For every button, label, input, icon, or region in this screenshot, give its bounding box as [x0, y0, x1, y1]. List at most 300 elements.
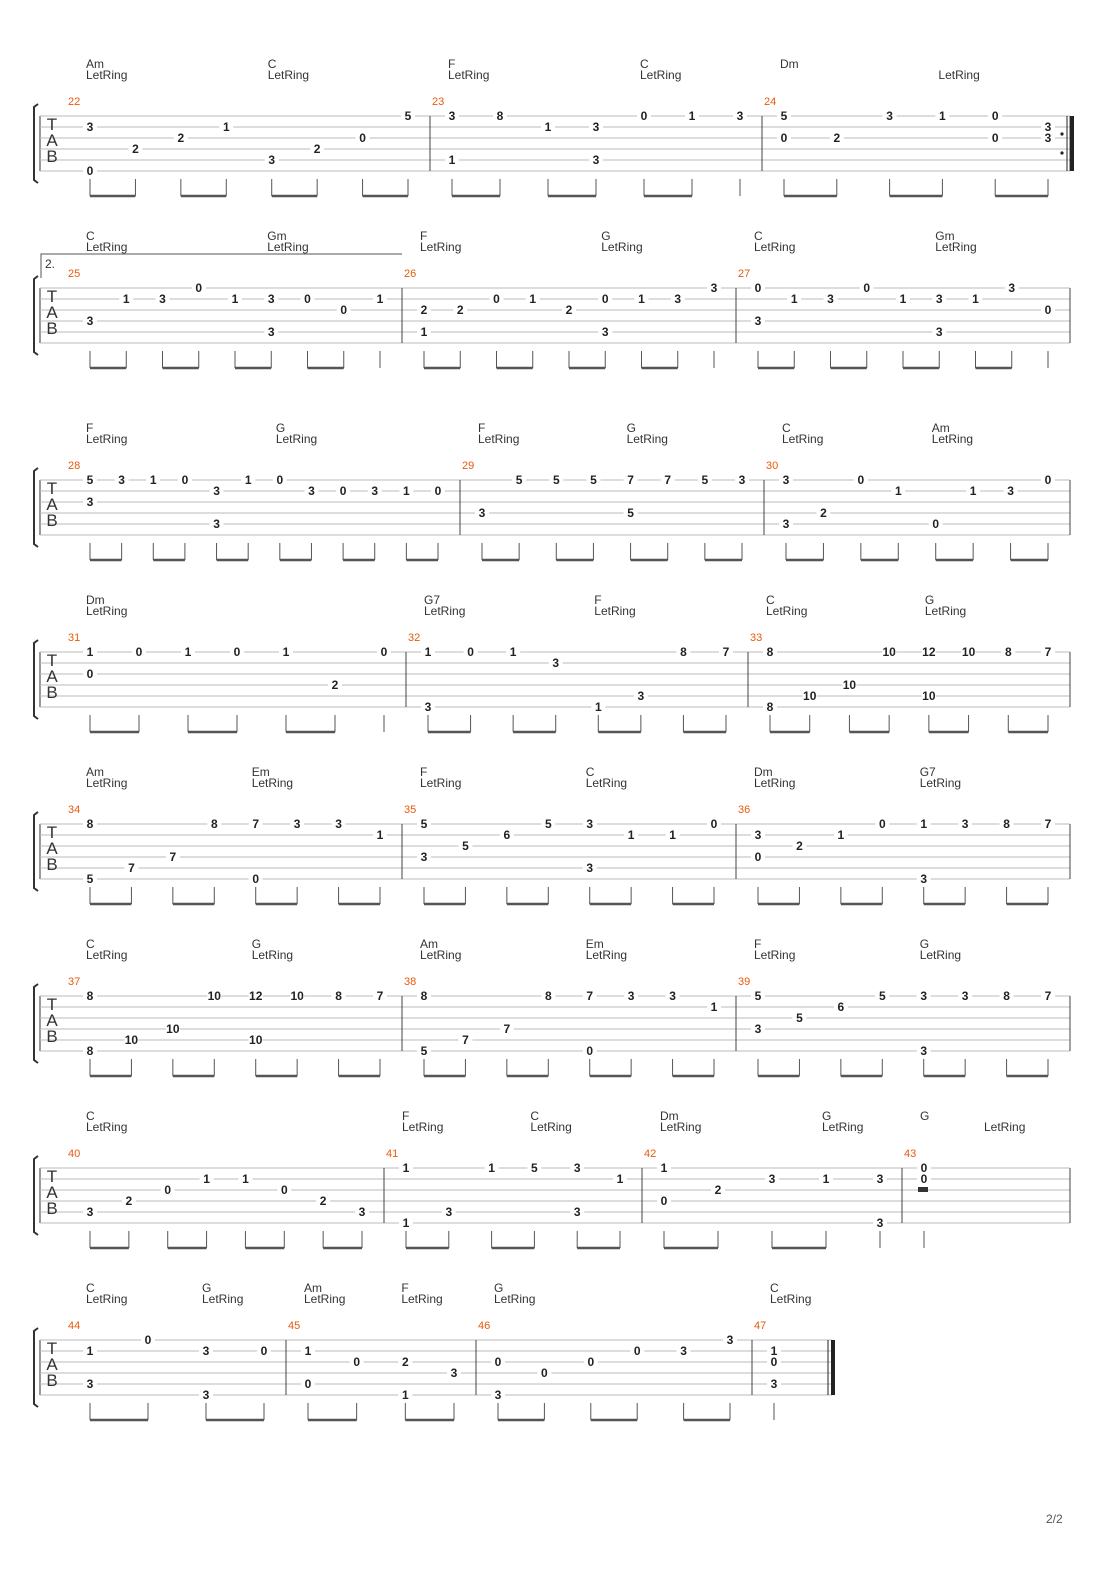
- tab-system: [34, 984, 1070, 1076]
- fret-number: 8: [766, 645, 774, 659]
- fret-number: 3: [876, 1172, 884, 1186]
- fret-number: 1: [448, 153, 456, 167]
- fret-number: 1: [594, 700, 602, 714]
- let-ring-marker: LetRing: [822, 1120, 864, 1134]
- fret-number: 6: [837, 1000, 845, 1014]
- fret-number: 5: [404, 109, 412, 123]
- fret-number: 0: [304, 292, 311, 306]
- let-ring-marker: LetRing: [931, 432, 974, 446]
- chord-name: Em: [251, 765, 270, 779]
- fret-number: 0: [920, 1172, 928, 1186]
- fret-number: 1: [376, 828, 384, 842]
- chord-name: Am: [86, 57, 104, 71]
- system-bracket: [34, 1156, 38, 1235]
- fret-number: 3: [920, 1044, 928, 1058]
- fret-number: 1: [149, 473, 157, 487]
- fret-number: 0: [339, 484, 347, 498]
- fret-number: 3: [876, 1216, 884, 1230]
- let-ring-marker: LetRing: [86, 240, 128, 254]
- fret-number: 0: [601, 292, 609, 306]
- chord-name: G: [275, 421, 286, 435]
- fret-number: 3: [424, 700, 432, 714]
- fret-number: 3: [710, 281, 718, 295]
- chord-name: G: [202, 1281, 212, 1295]
- fret-number: 5: [420, 1044, 428, 1058]
- let-ring-marker: LetRing: [754, 776, 796, 790]
- fret-number: 1: [660, 1161, 668, 1175]
- let-ring-marker: LetRing: [401, 1292, 443, 1306]
- fret-number: 3: [738, 473, 746, 487]
- let-ring-marker: LetRing: [754, 240, 796, 254]
- chord-name: Dm: [660, 1109, 679, 1123]
- let-ring-marker: LetRing: [202, 1292, 244, 1306]
- system-bracket: [34, 812, 38, 891]
- fret-number: 3: [358, 1205, 366, 1219]
- fret-number: 0: [195, 281, 203, 295]
- let-ring-marker: LetRing: [770, 1292, 812, 1306]
- fret-number: 1: [304, 1344, 312, 1358]
- fret-number: 3: [754, 1022, 762, 1036]
- chord-name: Gm: [935, 229, 955, 243]
- measure-number: 26: [404, 268, 417, 280]
- fret-number: 3: [335, 817, 342, 831]
- let-ring-marker: LetRing: [478, 432, 520, 446]
- chord-name: F: [86, 421, 94, 435]
- let-ring-marker: LetRing: [919, 948, 962, 962]
- fret-number: 8: [496, 109, 504, 123]
- fret-number: 5: [86, 872, 94, 886]
- fret-number: 0: [878, 817, 886, 831]
- fret-number: 1: [420, 325, 428, 339]
- let-ring-marker: LetRing: [448, 68, 490, 82]
- fret-number: 3: [674, 292, 682, 306]
- fret-number: 3: [86, 1377, 94, 1391]
- fret-number: 2: [177, 131, 185, 145]
- measure: [657, 1162, 902, 1248]
- chord-name: C: [770, 1281, 779, 1295]
- fret-number: 3: [448, 109, 456, 123]
- fret-number: 0: [932, 517, 940, 531]
- chord-name: G: [822, 1109, 832, 1123]
- chord-name: G: [924, 593, 935, 607]
- measure-number: 41: [386, 1148, 399, 1160]
- fret-number: 3: [213, 484, 220, 498]
- fret-number: 5: [627, 506, 634, 520]
- fret-number: 0: [991, 131, 999, 145]
- let-ring-marker: LetRing: [424, 604, 466, 618]
- chord-name: F: [594, 593, 602, 607]
- fret-number: 2: [456, 303, 464, 317]
- fret-number: 5: [420, 817, 428, 831]
- fret-number: 1: [790, 292, 798, 306]
- chord-name: G: [494, 1281, 504, 1295]
- fret-number: 1: [424, 645, 432, 659]
- fret-number: 3: [450, 1366, 458, 1380]
- measure-number: 23: [432, 96, 445, 108]
- fret-number: 8: [1003, 817, 1010, 831]
- fret-number: 0: [340, 303, 348, 317]
- fret-number: 3: [118, 473, 125, 487]
- let-ring-marker: LetRing: [251, 776, 294, 790]
- system-bracket: [34, 276, 38, 355]
- chord-name: C: [585, 765, 595, 779]
- fret-number: 0: [359, 131, 366, 145]
- tab-clef-letter: T: [46, 287, 58, 306]
- chord-name: G: [920, 1109, 930, 1123]
- fret-number: 1: [376, 292, 384, 306]
- measure-number: 22: [68, 96, 81, 108]
- fret-number: 1: [638, 292, 645, 306]
- tab-clef-letter: T: [46, 1167, 58, 1186]
- fret-number: 3: [586, 861, 594, 875]
- tab-clef-letter: B: [46, 855, 58, 874]
- let-ring-marker: LetRing: [86, 68, 128, 82]
- tab-clef-letter: B: [46, 147, 58, 166]
- let-ring-marker: LetRing: [86, 432, 128, 446]
- fret-number: 0: [586, 1044, 594, 1058]
- chord-name: C: [766, 593, 775, 607]
- fret-number: 1: [894, 484, 902, 498]
- fret-number: 3: [935, 325, 943, 339]
- fret-number: 1: [544, 120, 552, 134]
- let-ring-marker: LetRing: [766, 604, 808, 618]
- measure-number: 44: [68, 1320, 81, 1332]
- fret-number: 0: [660, 1194, 668, 1208]
- fret-number: 7: [503, 1022, 511, 1036]
- tab-clef-letter: T: [46, 115, 58, 134]
- chord-name: F: [478, 421, 486, 435]
- measure-number: 33: [750, 632, 763, 644]
- fret-number: 7: [462, 1033, 469, 1047]
- fret-number: 1: [403, 484, 410, 498]
- chord-name: Am: [304, 1281, 322, 1295]
- let-ring-marker: LetRing: [267, 68, 310, 82]
- fret-number: 2: [833, 131, 841, 145]
- fret-number: 3: [637, 689, 645, 703]
- measure-number: 37: [68, 976, 81, 988]
- fret-number: 0: [135, 645, 143, 659]
- let-ring-marker: LetRing: [86, 948, 128, 962]
- tab-clef-letter: A: [46, 839, 58, 858]
- fret-number: 2: [132, 142, 139, 156]
- let-ring-marker: LetRing: [935, 240, 977, 254]
- repeat-thick-bar: [1070, 116, 1074, 171]
- measure-number: 43: [904, 1148, 917, 1160]
- measure-number: 25: [68, 268, 81, 280]
- fret-number: 0: [494, 1355, 502, 1369]
- fret-number: 0: [493, 292, 500, 306]
- fret-number: 8: [544, 989, 552, 1003]
- let-ring-marker: LetRing: [86, 1120, 128, 1134]
- let-ring-marker: LetRing: [304, 1292, 346, 1306]
- volta-label: 2.: [45, 257, 56, 271]
- fret-number: 7: [376, 989, 384, 1003]
- fret-number: 3: [1007, 484, 1014, 498]
- measure: [301, 1340, 476, 1420]
- measure-number: 32: [408, 632, 421, 644]
- fret-number: 1: [837, 828, 845, 842]
- let-ring-marker: LetRing: [494, 1292, 536, 1306]
- fret-number: 1: [402, 1216, 410, 1230]
- repeat-dot: [1060, 151, 1063, 154]
- tab-clef-letter: A: [46, 1183, 58, 1202]
- chord-name: Dm: [86, 593, 105, 607]
- fret-number: 1: [86, 1344, 94, 1358]
- fret-number: 2: [319, 1194, 327, 1208]
- let-ring-marker: LetRing: [626, 432, 668, 446]
- chord-name: C: [86, 1281, 95, 1295]
- fret-number: 10: [249, 1033, 263, 1047]
- measure-number: 47: [754, 1320, 767, 1332]
- fret-number: 3: [1008, 281, 1016, 295]
- fret-number: 0: [920, 1161, 928, 1175]
- fret-number: 8: [766, 700, 774, 714]
- fret-number: 1: [616, 1172, 624, 1186]
- fret-number: 10: [842, 678, 857, 692]
- tab-clef-letter: T: [46, 479, 58, 498]
- measure-number: 38: [404, 976, 417, 988]
- chord-name: F: [754, 937, 762, 951]
- fret-number: 8: [210, 817, 218, 831]
- let-ring-marker: LetRing: [420, 240, 462, 254]
- fret-number: 3: [552, 656, 560, 670]
- measure: [751, 990, 1070, 1076]
- chord-name: C: [86, 229, 95, 243]
- fret-number: 0: [467, 645, 474, 659]
- measure-number: 30: [766, 460, 779, 472]
- fret-number: 3: [592, 120, 600, 134]
- tab-clef-letter: T: [46, 1339, 58, 1358]
- measure-number: 34: [68, 804, 81, 816]
- measure: [751, 818, 1070, 904]
- fret-number: 3: [768, 1172, 776, 1186]
- fret-number: 0: [863, 281, 871, 295]
- fret-number: 1: [972, 292, 979, 306]
- let-ring-marker: LetRing: [530, 1120, 572, 1134]
- fret-number: 7: [722, 645, 730, 659]
- fret-number: 0: [1044, 303, 1052, 317]
- fret-number: 3: [627, 989, 635, 1003]
- fret-number: 1: [203, 1172, 210, 1186]
- fret-number: 7: [169, 850, 177, 864]
- fret-number: 3: [782, 517, 790, 531]
- fret-number: 3: [573, 1205, 581, 1219]
- tab-system: [34, 1328, 835, 1420]
- fret-number: 0: [252, 872, 260, 886]
- fret-number: 8: [86, 1044, 94, 1058]
- fret-number: 1: [529, 292, 537, 306]
- fret-number: 8: [86, 989, 94, 1003]
- measure-number: 46: [478, 1320, 491, 1332]
- measure-number: 40: [68, 1148, 81, 1160]
- measure: [83, 282, 402, 368]
- fret-number: 3: [754, 314, 762, 328]
- fret-number: 3: [213, 517, 220, 531]
- fret-number: 1: [899, 292, 907, 306]
- fret-number: 0: [260, 1344, 268, 1358]
- fret-number: 3: [770, 1377, 778, 1391]
- repeat-dot: [1060, 132, 1063, 135]
- let-ring-marker: LetRing: [924, 604, 967, 618]
- tab-clef-letter: T: [46, 995, 58, 1014]
- fret-number: 3: [420, 850, 428, 864]
- fret-number: 3: [293, 817, 301, 831]
- fret-number: 8: [680, 645, 687, 659]
- measure-number: 39: [738, 976, 751, 988]
- fret-number: 0: [991, 109, 999, 123]
- fret-number: 10: [166, 1022, 180, 1036]
- fret-number: 3: [86, 495, 94, 509]
- chord-name: C: [754, 229, 763, 243]
- measure: [417, 282, 736, 368]
- tab-system: [34, 812, 1070, 904]
- tab-clef-letter: B: [46, 1371, 58, 1390]
- fret-number: 0: [181, 473, 189, 487]
- fret-number: 1: [822, 1172, 830, 1186]
- let-ring-marker: LetRing: [640, 68, 682, 82]
- fret-number: 3: [886, 109, 893, 123]
- measure: [917, 1162, 1070, 1248]
- fret-number: 1: [184, 645, 192, 659]
- fret-number: 0: [710, 817, 718, 831]
- fret-number: 0: [304, 1377, 312, 1391]
- system-bracket: [34, 640, 38, 719]
- measure-number: 36: [738, 804, 751, 816]
- let-ring-marker: LetRing: [585, 948, 628, 962]
- fret-number: 0: [541, 1366, 548, 1380]
- fret-number: 1: [770, 1344, 778, 1358]
- chord-name: C: [640, 57, 649, 71]
- fret-number: 0: [633, 1344, 641, 1358]
- fret-number: 5: [780, 109, 788, 123]
- chord-name: Dm: [780, 57, 799, 71]
- fret-number: 0: [640, 109, 648, 123]
- let-ring-marker: LetRing: [86, 776, 128, 790]
- chord-name: Am: [420, 937, 438, 951]
- fret-number: 3: [935, 292, 943, 306]
- measure: [417, 818, 736, 904]
- fret-number: 0: [780, 131, 788, 145]
- measure-number: 45: [288, 1320, 301, 1332]
- fret-number: 3: [920, 872, 928, 886]
- fret-number: 3: [445, 1205, 453, 1219]
- chord-name: F: [401, 1281, 409, 1295]
- fret-number: 3: [86, 314, 94, 328]
- let-ring-marker: LetRing: [919, 776, 962, 790]
- measure: [83, 1334, 286, 1420]
- fret-number: 5: [878, 989, 886, 1003]
- fret-number: 5: [701, 473, 709, 487]
- chord-name: C: [530, 1109, 540, 1123]
- fret-number: 10: [961, 645, 976, 659]
- tab-clef-letter: A: [46, 131, 58, 150]
- tab-clef-letter: A: [46, 495, 58, 514]
- fret-number: 2: [331, 678, 339, 692]
- tab-system: [34, 1156, 1070, 1248]
- fret-number: 3: [601, 325, 609, 339]
- fret-number: 0: [434, 484, 442, 498]
- chord-name: F: [420, 229, 428, 243]
- tab-clef-letter: B: [46, 1199, 58, 1218]
- tab-clef-letter: A: [46, 1011, 58, 1030]
- fret-number: 3: [1044, 131, 1052, 145]
- chord-name: G7: [919, 765, 936, 779]
- fret-number: 1: [920, 817, 928, 831]
- fret-number: 1: [402, 1161, 410, 1175]
- fret-number: 3: [961, 989, 969, 1003]
- tab-clef-letter: A: [46, 303, 58, 322]
- fret-number: 2: [714, 1183, 722, 1197]
- chord-name: C: [86, 937, 95, 951]
- fret-number: 3: [267, 292, 275, 306]
- chord-name: G: [919, 937, 930, 951]
- fret-number: 3: [592, 153, 600, 167]
- fret-number: 2: [125, 1194, 133, 1208]
- fret-number: 0: [754, 281, 762, 295]
- fret-number: 3: [680, 1344, 687, 1358]
- let-ring-marker: LetRing: [86, 604, 128, 618]
- measure: [751, 282, 1070, 368]
- fret-number: 3: [726, 1333, 734, 1347]
- tab-clef-letter: T: [46, 823, 58, 842]
- fret-number: 3: [669, 989, 676, 1003]
- fret-number: 7: [128, 861, 135, 875]
- chord-name: C: [86, 1109, 95, 1123]
- fret-number: 10: [290, 989, 304, 1003]
- fret-number: 0: [857, 473, 865, 487]
- measure: [83, 1168, 384, 1248]
- fret-number: 0: [144, 1333, 152, 1347]
- fret-number: 0: [86, 164, 94, 178]
- chord-name: G: [601, 229, 611, 243]
- let-ring-marker: LetRing: [267, 240, 309, 254]
- fret-number: 0: [276, 473, 284, 487]
- system-bracket: [34, 1328, 38, 1407]
- fret-number: 1: [669, 828, 676, 842]
- chord-name: F: [402, 1109, 410, 1123]
- let-ring-marker: LetRing: [420, 948, 462, 962]
- fret-number: 2: [565, 303, 573, 317]
- fret-number: 10: [882, 645, 896, 659]
- measure-number: 27: [738, 268, 751, 280]
- tab-clef-letter: T: [46, 651, 58, 670]
- let-ring-marker: LetRing: [420, 776, 462, 790]
- fret-number: 2: [796, 839, 803, 853]
- fret-number: 7: [664, 473, 672, 487]
- let-ring-marker: LetRing: [660, 1120, 702, 1134]
- fret-number: 2: [820, 506, 827, 520]
- tab-clef-letter: B: [46, 511, 58, 530]
- measure: [777, 110, 1070, 196]
- fret-number: 3: [961, 817, 969, 831]
- fret-number: 6: [503, 828, 511, 842]
- let-ring-marker: LetRing: [86, 1292, 128, 1306]
- let-ring-marker: LetRing: [275, 432, 318, 446]
- let-ring-marker: LetRing: [984, 1120, 1026, 1134]
- fret-number: 3: [202, 1344, 210, 1358]
- fret-number: 1: [969, 484, 977, 498]
- fret-number: 3: [268, 153, 276, 167]
- chord-name: Dm: [754, 765, 773, 779]
- fret-number: 7: [1044, 989, 1052, 1003]
- final-thick-bar: [831, 1340, 835, 1395]
- fret-number: 3: [478, 506, 486, 520]
- fret-number: 3: [573, 1161, 581, 1175]
- fret-number: 5: [515, 473, 523, 487]
- fret-number: 1: [688, 109, 696, 123]
- let-ring-marker: LetRing: [594, 604, 636, 618]
- fret-number: 3: [371, 484, 379, 498]
